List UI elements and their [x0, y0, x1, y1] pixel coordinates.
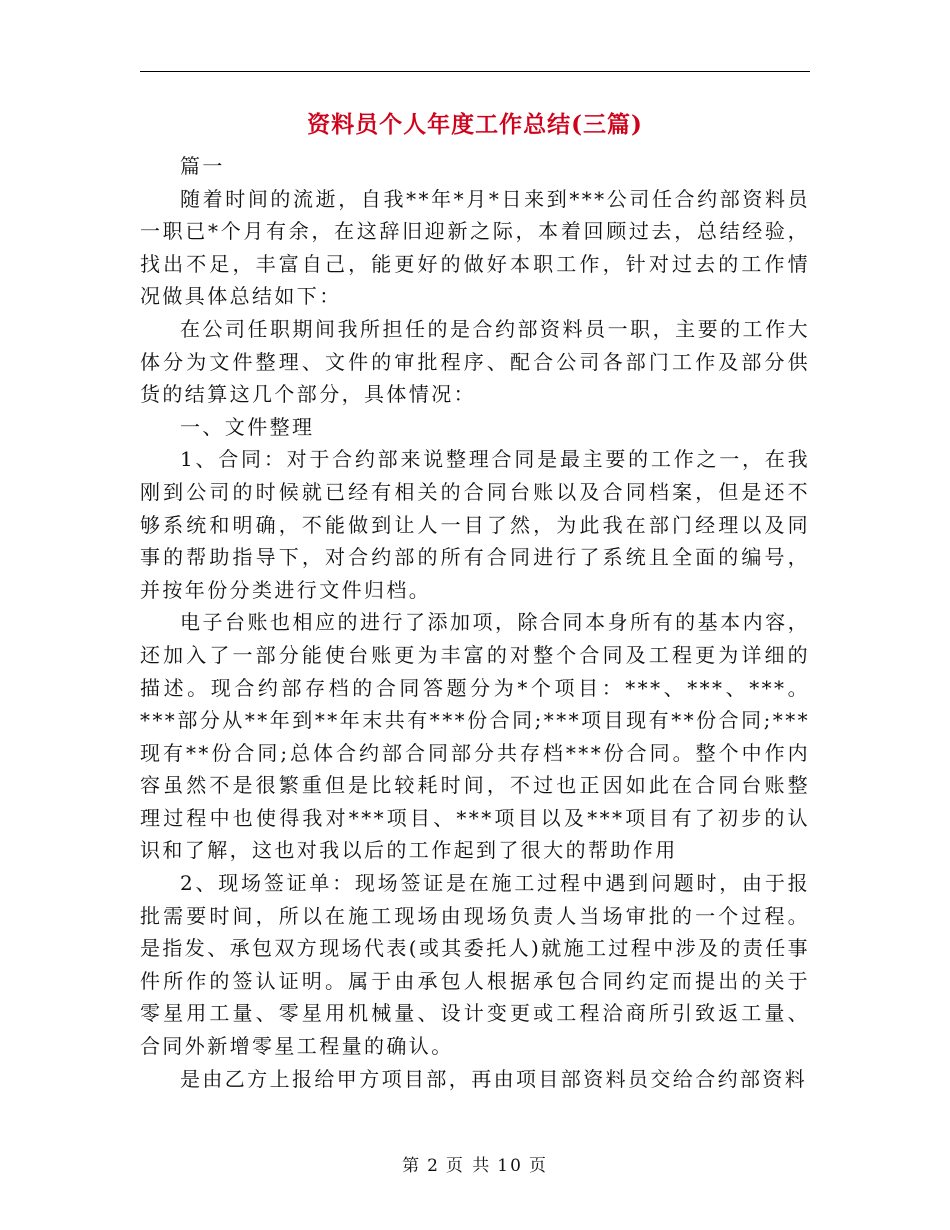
paragraph: 随着时间的流逝，自我**年*月*日来到***公司任合约部资料员一职已*个月有余，在这辞旧迎新之际，本着回顾过去，总结经验，找出不足，丰富自己，能更好的做好本职工作，针对过去的工作情况做具体总结如下：: [140, 186, 810, 309]
paragraph: 1、合同：对于合约部来说整理合同是最主要的工作之一，在我刚到公司的时候就已经有相关的合同台账以及合同档案，但是还不够系统和明确，不能做到让人一目了然，为此我在部门经理以及同事的帮助指导下，对合约部的所有合同进行了系统且全面的编号，并按年份分类进行文件归档。: [140, 447, 810, 602]
paragraph: 2、现场签证单：现场签证是在施工过程中遇到问题时，由于报批需要时间，所以在施工现场由现场负责人当场审批的一个过程。是指发、承包双方现场代表(或其委托人)就施工过程中涉及的责任事件所作的签认证明。属于由承包人根据承包合同约定而提出的关于零星用工量、零星用机械量、设计变更或工程洽商所引致返工量、合同外新增零星工程量的确认。: [140, 871, 811, 1059]
footer-suffix: 页: [528, 1156, 548, 1176]
section-heading: 篇一: [180, 154, 225, 178]
paragraph: 在公司任职期间我所担任的是合约部资料员一职，主要的工作大体分为文件整理、文件的审批程序、配合公司各部门工作及部分供货的结算这几个部分，具体情况：: [140, 316, 810, 407]
footer-prefix: 第: [402, 1156, 422, 1176]
page-footer: [140, 1154, 810, 1178]
subsection-heading: 一、文件整理: [180, 414, 315, 439]
paragraph: 是由乙方上报给甲方项目部，再由项目部资料员交给合约部资料: [180, 1066, 808, 1091]
document-body: [140, 150, 810, 1095]
footer-middle: 页 共: [445, 1156, 492, 1176]
document-title: 资料员个人年度工作总结(三篇): [307, 111, 643, 138]
paragraph: 电子台账也相应的进行了添加项，除合同本身所有的基本内容，还加入了一部分能使台账更为丰富的对整个合同及工程更为详细的描述。现合约部存档的合同答题分为*个项目：***、***、***。***部分从**年到**年末共有***份合同;***项目现有**份合同;***现有**份合同;总体合约部合同部分共存档***份合同。整个中作内容虽然不是很繁重但是比较耗时间，不过也正因如此在合同台账整理过程中也使得我对***项目、***项目以及***项目有了初步的认识和了解，这也对我以后的工作起到了很大的帮助作用: [140, 610, 810, 863]
header-rule: [140, 71, 810, 72]
footer-total-pages: 10: [497, 1156, 523, 1176]
footer-page-number: 2: [427, 1156, 440, 1176]
